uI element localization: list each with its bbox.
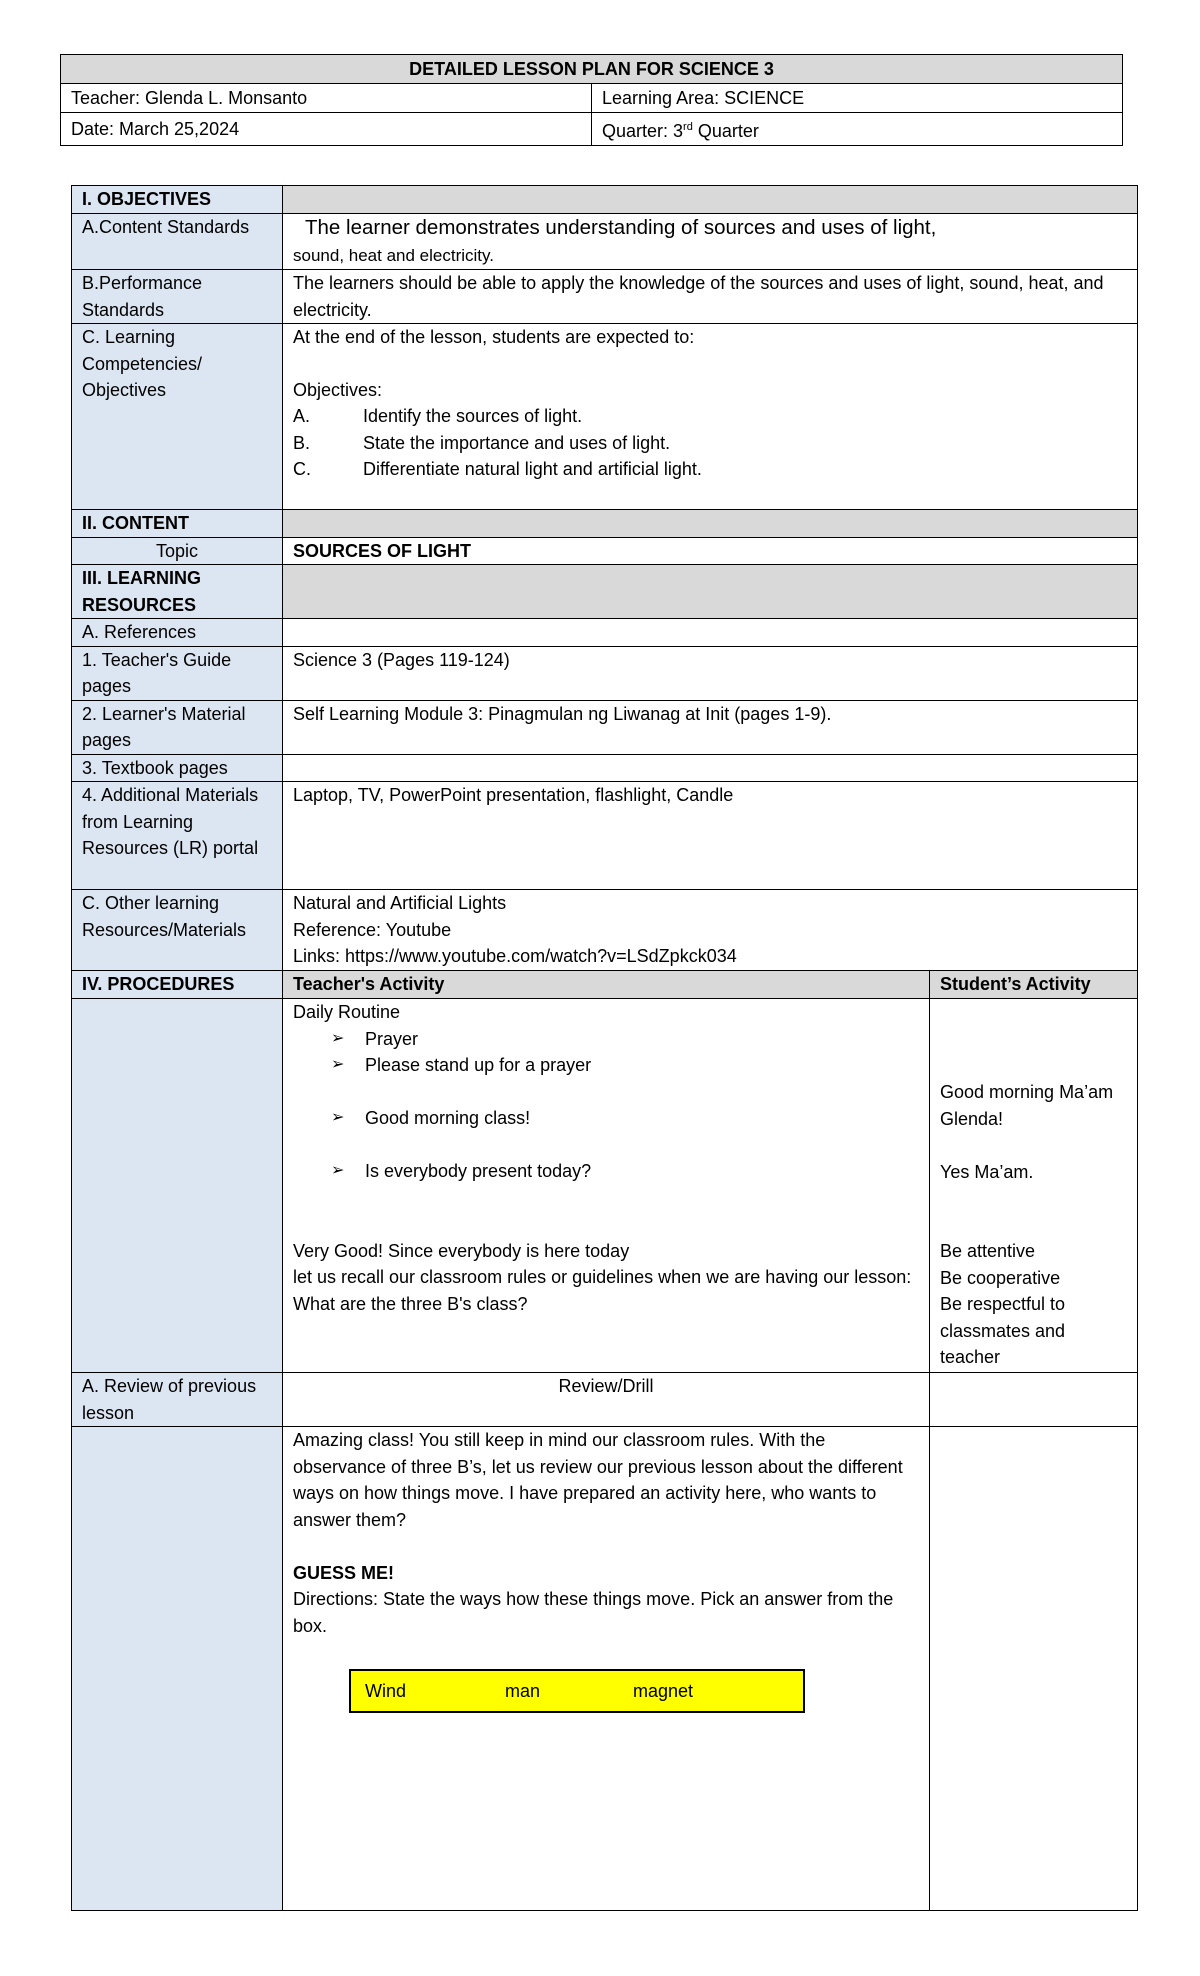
teachers-guide: Science 3 (Pages 119-124)	[283, 646, 1138, 700]
label-other-resources: C. Other learning Resources/Materials	[72, 890, 283, 971]
section-content-fill	[283, 510, 1138, 538]
performance-standards: The learners should be able to apply the knowledge of the sources and uses of light, sound, heat, and electricity.	[283, 270, 1138, 324]
label-content-standards: A.Content Standards	[72, 213, 283, 270]
arrow-bullet-icon: ➢	[331, 1109, 345, 1126]
label-references: A. References	[72, 619, 283, 647]
label-competencies: C. Learning Competencies/ Objectives	[72, 324, 283, 510]
content-standards: The learner demonstrates understanding of sources and uses of light, sound, heat and electricity.	[283, 213, 1138, 270]
topic: SOURCES OF LIGHT	[283, 537, 1138, 565]
review-drill: Review/Drill	[283, 1373, 930, 1427]
choice-man: man	[505, 1680, 541, 1701]
label-topic: Topic	[72, 537, 283, 565]
arrow-bullet-icon: ➢	[331, 1162, 345, 1179]
list-item: ➢ Is everybody present today?	[293, 1158, 919, 1185]
objective-item: A. Identify the sources of light.	[293, 406, 583, 426]
section-resources-fill	[283, 565, 1138, 619]
section-objectives-fill	[283, 186, 1138, 214]
list-item: ➢ Good morning class!	[293, 1105, 919, 1132]
student-responses: Good morning Ma’am Glenda! Yes Ma’am. Be attentive Be cooperative Be respectful to classmates and teacher	[930, 999, 1138, 1373]
learning-area: Learning Area: SCIENCE	[592, 84, 1123, 113]
section-content: II. CONTENT	[72, 510, 283, 538]
section-objectives: I. OBJECTIVES	[72, 186, 283, 214]
arrow-bullet-icon: ➢	[331, 1029, 345, 1047]
label-teachers-guide: 1. Teacher's Guide pages	[72, 646, 283, 700]
competencies: At the end of the lesson, students are expected to: Objectives: A. Identify the sources of light. B. State the importance and uses of light. C. Differentiate natural light and artificial light.	[283, 324, 1138, 510]
learners-material: Self Learning Module 3: Pinagmulan ng Liwanag at Init (pages 1-9).	[283, 700, 1138, 754]
header-table	[60, 54, 1123, 146]
document-title: DETAILED LESSON PLAN FOR SCIENCE 3	[61, 55, 1123, 84]
lesson-date: Date: March 25,2024	[61, 113, 592, 146]
choice-magnet: magnet	[633, 1680, 694, 1701]
label-learners-material: 2. Learner's Material pages	[72, 700, 283, 754]
quarter: Quarter: 3rd Quarter	[592, 113, 1123, 146]
list-item: ➢ Prayer	[293, 1026, 919, 1053]
label-review: A. Review of previous lesson	[72, 1373, 283, 1427]
student-activity-header: Student’s Activity	[930, 971, 1138, 999]
label-textbook: 3. Textbook pages	[72, 754, 283, 782]
section-learning-resources: III. LEARNING RESOURCES	[72, 565, 283, 619]
daily-routine: Daily Routine ➢ Prayer ➢ Please stand up for a prayer ➢ Good morning class! ➢ Is everybody present today? Very Good! Since everybody is here today let us recall our classroom rules or guidelines when we are having our lesson: What are the three B's class?	[283, 999, 930, 1373]
arrow-bullet-icon: ➢	[331, 1056, 345, 1073]
label-performance-standards: B.Performance Standards	[72, 270, 283, 324]
review-activity: Amazing class! You still keep in mind our classroom rules. With the observance of three B’s, let us review our previous lesson about the different ways on how things move. I have prepared an activity here, who wants to answer them? GUESS ME! Directions: State the ways how these things move. Pick an answer from the box. Wind man magnet	[283, 1427, 930, 1911]
section-procedures: IV. PROCEDURES	[72, 971, 283, 999]
answer-choices-box	[349, 1669, 805, 1713]
teacher-name: Teacher: Glenda L. Monsanto	[61, 84, 592, 113]
other-resources: Natural and Artificial Lights Reference: Youtube Links: https://www.youtube.com/watch?v=LSdZpkck034	[283, 890, 1138, 971]
list-item: ➢ Please stand up for a prayer	[293, 1052, 919, 1079]
objective-item: C. Differentiate natural light and artificial light.	[293, 459, 702, 479]
objective-item: B. State the importance and uses of light.	[293, 432, 671, 453]
additional-materials: Laptop, TV, PowerPoint presentation, flashlight, Candle	[283, 782, 1138, 890]
label-additional-materials: 4. Additional Materials from Learning Resources (LR) portal	[72, 782, 283, 890]
choice-wind: Wind	[365, 1680, 407, 1701]
lesson-plan-table	[71, 185, 1138, 1911]
teacher-activity-header: Teacher's Activity	[283, 971, 930, 999]
